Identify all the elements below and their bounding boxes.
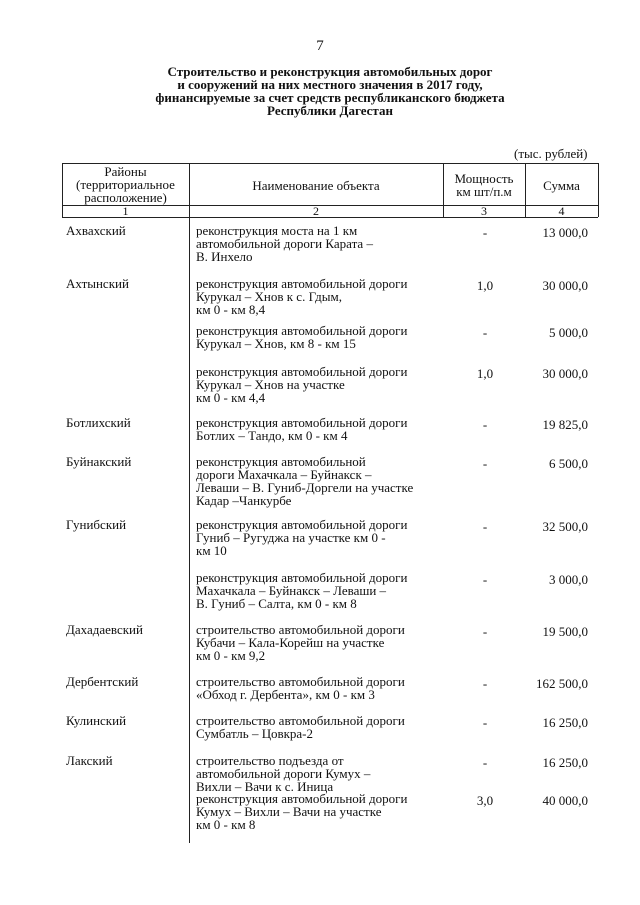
object-line: Кумух – Вихли – Вачи на участке xyxy=(196,804,382,819)
sum-cell: 5 000,0 xyxy=(549,325,588,340)
object-cell xyxy=(196,365,438,404)
object-line: Ботлих – Тандо, км 0 - км 4 xyxy=(196,428,348,443)
object-cell xyxy=(196,224,438,263)
sum-cell: 3 000,0 xyxy=(549,572,588,587)
object-line: строительство автомобильной дороги xyxy=(196,674,405,689)
column-number: 1 xyxy=(122,204,129,218)
object-cell xyxy=(196,714,438,740)
sum-cell: 30 000,0 xyxy=(542,278,588,293)
sum-cell: 13 000,0 xyxy=(542,225,588,240)
object-line: В. Гуниб – Салта, км 0 - км 8 xyxy=(196,596,357,611)
document-title xyxy=(70,65,590,117)
sum-cell: 40 000,0 xyxy=(542,793,588,808)
capacity-cell: - xyxy=(482,225,488,240)
object-line: реконструкция моста на 1 км xyxy=(196,223,358,238)
capacity-cell: - xyxy=(482,325,488,340)
object-cell xyxy=(196,416,438,442)
object-line: Вихли – Вачи к с. Иница xyxy=(196,779,334,794)
capacity-cell: - xyxy=(482,624,488,639)
district-cell: Кулинский xyxy=(66,713,127,728)
object-cell xyxy=(196,754,438,793)
district-cell: Лакский xyxy=(66,753,113,768)
object-line: автомобильной дороги Карата – xyxy=(196,236,373,251)
object-line: км 0 - км 8,4 xyxy=(196,302,266,317)
title-line: и сооружений на них местного значения в 2017 году, xyxy=(177,77,483,92)
object-line: км 0 - км 8 xyxy=(196,817,256,832)
district-cell: Дахадаевский xyxy=(66,622,143,637)
capacity-cell: - xyxy=(482,755,488,770)
capacity-cell: - xyxy=(482,456,488,471)
object-line: строительство автомобильной дороги xyxy=(196,713,405,728)
object-line: Кадар –Чанкурбе xyxy=(196,493,292,508)
capacity-cell: 1,0 xyxy=(476,366,494,381)
object-line: Кубачи – Кала-Корейш на участке xyxy=(196,635,385,650)
district-cell: Ахтынский xyxy=(66,276,129,291)
capacity-cell: - xyxy=(482,519,488,534)
object-line: дороги Махачкала – Буйнакск – xyxy=(196,467,372,482)
object-line: реконструкция автомобильной дороги xyxy=(196,517,408,532)
object-cell xyxy=(196,324,438,350)
capacity-cell: - xyxy=(482,676,488,691)
capacity-cell: - xyxy=(482,715,488,730)
title-line: Строительство и реконструкция автомобильных дорог xyxy=(167,64,493,79)
column-number: 3 xyxy=(481,204,487,218)
sum-cell: 19 825,0 xyxy=(542,417,588,432)
district-cell: Буйнакский xyxy=(66,454,132,469)
sum-cell: 162 500,0 xyxy=(536,676,588,691)
object-line: реконструкция автомобильной дороги xyxy=(196,415,408,430)
object-line: Гуниб – Ругуджа на участке км 0 - xyxy=(196,530,386,545)
object-line: реконструкция автомобильной дороги xyxy=(196,791,408,806)
object-cell xyxy=(196,277,438,316)
object-line: Курукал – Хнов, км 8 - км 15 xyxy=(196,336,356,351)
header-sum: Сумма xyxy=(543,178,580,193)
sum-cell: 30 000,0 xyxy=(542,366,588,381)
object-line: реконструкция автомобильной дороги xyxy=(196,323,408,338)
title-line: Республики Дагестан xyxy=(267,103,393,118)
object-cell xyxy=(196,675,438,701)
object-line: строительство автомобильной дороги xyxy=(196,622,405,637)
object-line: реконструкция автомобильной дороги xyxy=(196,276,408,291)
sum-cell: 32 500,0 xyxy=(542,519,588,534)
sum-cell: 6 500,0 xyxy=(549,456,588,471)
header-capacity: Мощность км шт/п.м xyxy=(454,171,514,199)
object-cell xyxy=(196,455,438,507)
object-line: реконструкция автомобильной xyxy=(196,454,366,469)
object-line: В. Инхело xyxy=(196,249,253,264)
header-object: Наименование объекта xyxy=(252,178,380,193)
column-number: 4 xyxy=(558,204,565,218)
column-divider xyxy=(598,163,599,217)
column-number: 2 xyxy=(313,204,319,218)
object-cell xyxy=(196,571,438,610)
capacity-cell: 3,0 xyxy=(476,793,494,808)
column-divider xyxy=(189,163,190,843)
object-line: автомобильной дороги Кумух – xyxy=(196,766,371,781)
object-line: км 0 - км 4,4 xyxy=(196,390,266,405)
object-line: км 10 xyxy=(196,543,227,558)
sum-cell: 19 500,0 xyxy=(542,624,588,639)
object-line: строительство подъезда от xyxy=(196,753,344,768)
district-cell: Гунибский xyxy=(66,517,127,532)
object-line: Леваши – В. Гуниб-Доргели на участке xyxy=(196,480,414,495)
object-line: Махачкала – Буйнакск – Леваши – xyxy=(196,583,387,598)
object-line: Сумбатль – Цовкра-2 xyxy=(196,726,313,741)
object-cell xyxy=(196,518,438,557)
object-cell xyxy=(196,792,438,831)
object-line: «Обход г. Дербента», км 0 - км 3 xyxy=(196,687,375,702)
object-cell xyxy=(196,623,438,662)
header-district: Районы (территориальное расположение) xyxy=(76,164,175,205)
title-line: финансируемые за счет средств республиканского бюджета xyxy=(155,90,505,105)
object-line: Курукал – Хнов на участке xyxy=(196,377,345,392)
sum-cell: 16 250,0 xyxy=(542,715,588,730)
capacity-cell: - xyxy=(482,572,488,587)
units-label: (тыс. рублей) xyxy=(514,146,588,161)
column-numbers-bottom-border xyxy=(62,217,598,218)
capacity-cell: 1,0 xyxy=(476,278,494,293)
object-line: Курукал – Хнов к с. Гдым, xyxy=(196,289,342,304)
page-number: 7 xyxy=(316,38,324,54)
district-cell: Ботлихский xyxy=(66,415,131,430)
object-line: реконструкция автомобильной дороги xyxy=(196,364,408,379)
sum-cell: 16 250,0 xyxy=(542,755,588,770)
object-line: реконструкция автомобильной дороги xyxy=(196,570,408,585)
object-line: км 0 - км 9,2 xyxy=(196,648,266,663)
capacity-cell: - xyxy=(482,417,488,432)
district-cell: Ахвахский xyxy=(66,223,126,238)
district-cell: Дербентский xyxy=(66,674,139,689)
